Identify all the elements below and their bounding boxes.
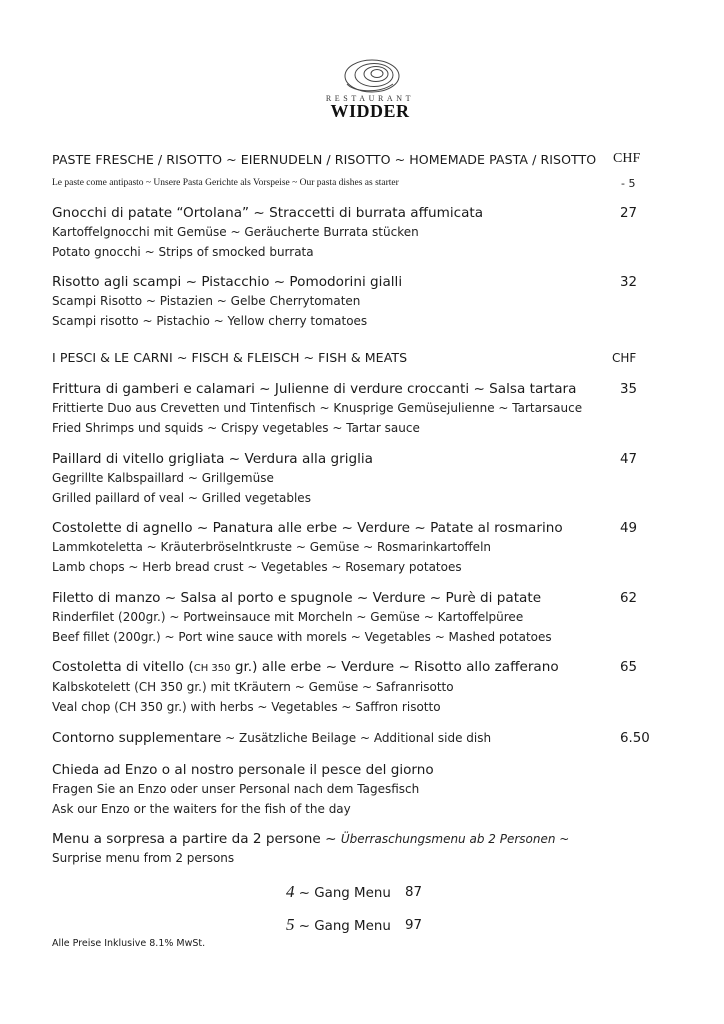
meat-currency: CHF — [612, 351, 637, 365]
dish-title: Frittura di gamberi e calamari ~ Julienne di verdure croccanti ~ Salsa tartara — [52, 381, 577, 397]
gang-number: 5 — [286, 915, 295, 934]
dish-german: Kalbskotelett (CH 350 gr.) mit tKräutern ~ Gemüse ~ Safranrisotto — [52, 680, 454, 694]
dish-title: Costolette di agnello ~ Panatura alle erbe ~ Verdure ~ Patate al rosmarino — [52, 520, 563, 536]
pasta-currency: CHF — [613, 151, 641, 166]
menu-item — [52, 204, 662, 262]
dish-english: Beef fillet (200gr.) ~ Port wine sauce with morels ~ Vegetables ~ Mashed potatoes — [52, 629, 552, 644]
gang-price: 87 — [405, 885, 423, 900]
dish-title: Menu a sorpresa a partire da 2 persone — [52, 831, 321, 847]
surprise-menu-item — [52, 830, 662, 869]
dish-title — [52, 658, 662, 678]
dish-price: 49 — [620, 521, 638, 536]
dish-german: Kartoffelgnocchi mit Gemüse ~ Geräucherte Burrata stücken — [52, 225, 419, 239]
gang-label: ~ Gang Menu — [294, 919, 391, 934]
dish-title: Chieda ad Enzo o al nostro personale il pesce del giorno — [52, 762, 434, 778]
dish-german: Frittierte Duo aus Crevetten und Tintenfisch ~ Knusprige Gemüsejulienne ~ Tartarsauce — [52, 401, 583, 415]
dish-price: 6.50 — [620, 731, 650, 746]
dish-title: Contorno supplementare — [52, 730, 222, 746]
dish-english: Grilled paillard of veal ~ Grilled vegetables — [52, 490, 311, 505]
side-dish-item — [52, 729, 662, 748]
dish-german: Fragen Sie an Enzo oder unser Personal nach dem Tagesfisch — [52, 782, 420, 796]
dish-title-small: CH 350 — [193, 663, 231, 674]
side-dish-line — [52, 729, 662, 748]
dish-price: 65 — [620, 660, 638, 675]
vat-footnote: Alle Preise Inklusive 8.1% MwSt. — [52, 938, 206, 949]
menu-item — [52, 519, 662, 577]
dish-english: Potato gnocchi ~ Strips of smocked burrata — [52, 244, 314, 259]
dish-price: 35 — [620, 382, 638, 397]
gang-label: ~ Gang Menu — [294, 886, 391, 901]
dish-price: 32 — [620, 275, 638, 290]
dish-german: Scampi Risotto ~ Pistazien ~ Gelbe Cherrytomaten — [52, 294, 361, 308]
dish-english: Surprise menu from 2 persons — [52, 851, 235, 865]
menu-item — [52, 380, 662, 438]
dish-english: Veal chop (CH 350 gr.) with herbs ~ Vegetables ~ Saffron risotto — [52, 699, 441, 714]
dish-title: Paillard di vitello grigliata ~ Verdura alla griglia — [52, 451, 373, 467]
dish-english: Ask our Enzo or the waiters for the fish of the day — [52, 801, 351, 816]
pasta-starter-note: Le paste come antipasto ~ Unsere Pasta Gerichte als Vorspeise ~ Our pasta dishes as starter — [52, 178, 399, 188]
dish-subtitle: ~ Zusätzliche Beilage ~ Additional side dish — [221, 731, 492, 745]
gang-price: 97 — [405, 918, 423, 933]
dish-price: 47 — [620, 452, 638, 467]
menu-item — [52, 658, 662, 717]
meat-section-heading: I PESCI & LE CARNI ~ FISCH & FLEISCH ~ FISH & MEATS — [52, 350, 408, 365]
menu-item — [52, 273, 662, 331]
dish-title: Filetto di manzo ~ Salsa al porto e spugnole ~ Verdure ~ Purè di patate — [52, 590, 542, 606]
dish-price: 62 — [620, 591, 638, 606]
gang-menu-option — [286, 915, 391, 935]
dish-english: Scampi risotto ~ Pistachio ~ Yellow cherry tomatoes — [52, 313, 368, 328]
surprise-menu-line: Menu a sorpresa a partire da 2 persone ~ Überraschungsmenu ab 2 Personen ~ — [52, 831, 570, 847]
logo-subtitle: RESTAURANT — [325, 94, 415, 103]
dish-price: 27 — [620, 206, 638, 221]
restaurant-logo — [300, 58, 440, 120]
menu-item — [52, 450, 662, 508]
dish-german: Rinderfilet (200gr.) ~ Portweinsauce mit Morcheln ~ Gemüse ~ Kartoffelpüree — [52, 610, 524, 624]
dish-english: Fried Shrimps und squids ~ Crispy vegetables ~ Tartar sauce — [52, 420, 420, 435]
dish-german: Lammkoteletta ~ Kräuterbröselntkruste ~ Gemüse ~ Rosmarinkartoffeln — [52, 540, 492, 554]
dish-german: Überraschungsmenu ab 2 Personen ~ — [340, 832, 570, 846]
fish-of-day-item — [52, 761, 662, 819]
gang-number: 4 — [286, 882, 295, 901]
dish-title-part: gr.) alle erbe ~ Verdure ~ Risotto allo zafferano — [230, 659, 559, 675]
menu-item — [52, 589, 662, 647]
dish-title-part: Costoletta di vitello ( — [52, 659, 194, 675]
pasta-starter-price: - 5 — [621, 177, 636, 190]
dish-german: Gegrillte Kalbspaillard ~ Grillgemüse — [52, 471, 274, 485]
dish-title: Risotto agli scampi ~ Pistacchio ~ Pomodorini gialli — [52, 274, 403, 290]
dish-english: Lamb chops ~ Herb bread crust ~ Vegetables ~ Rosemary potatoes — [52, 559, 462, 574]
gang-menu-option — [286, 882, 391, 902]
dish-title: Gnocchi di patate “Ortolana” ~ Straccetti di burrata affumicata — [52, 205, 484, 221]
pasta-section-heading: PASTE FRESCHE / RISOTTO ~ EIERNUDELN / RISOTTO ~ HOMEMADE PASTA / RISOTTO — [52, 152, 597, 167]
logo-title: WIDDER — [330, 101, 410, 121]
spiral-logo-icon — [339, 58, 401, 94]
